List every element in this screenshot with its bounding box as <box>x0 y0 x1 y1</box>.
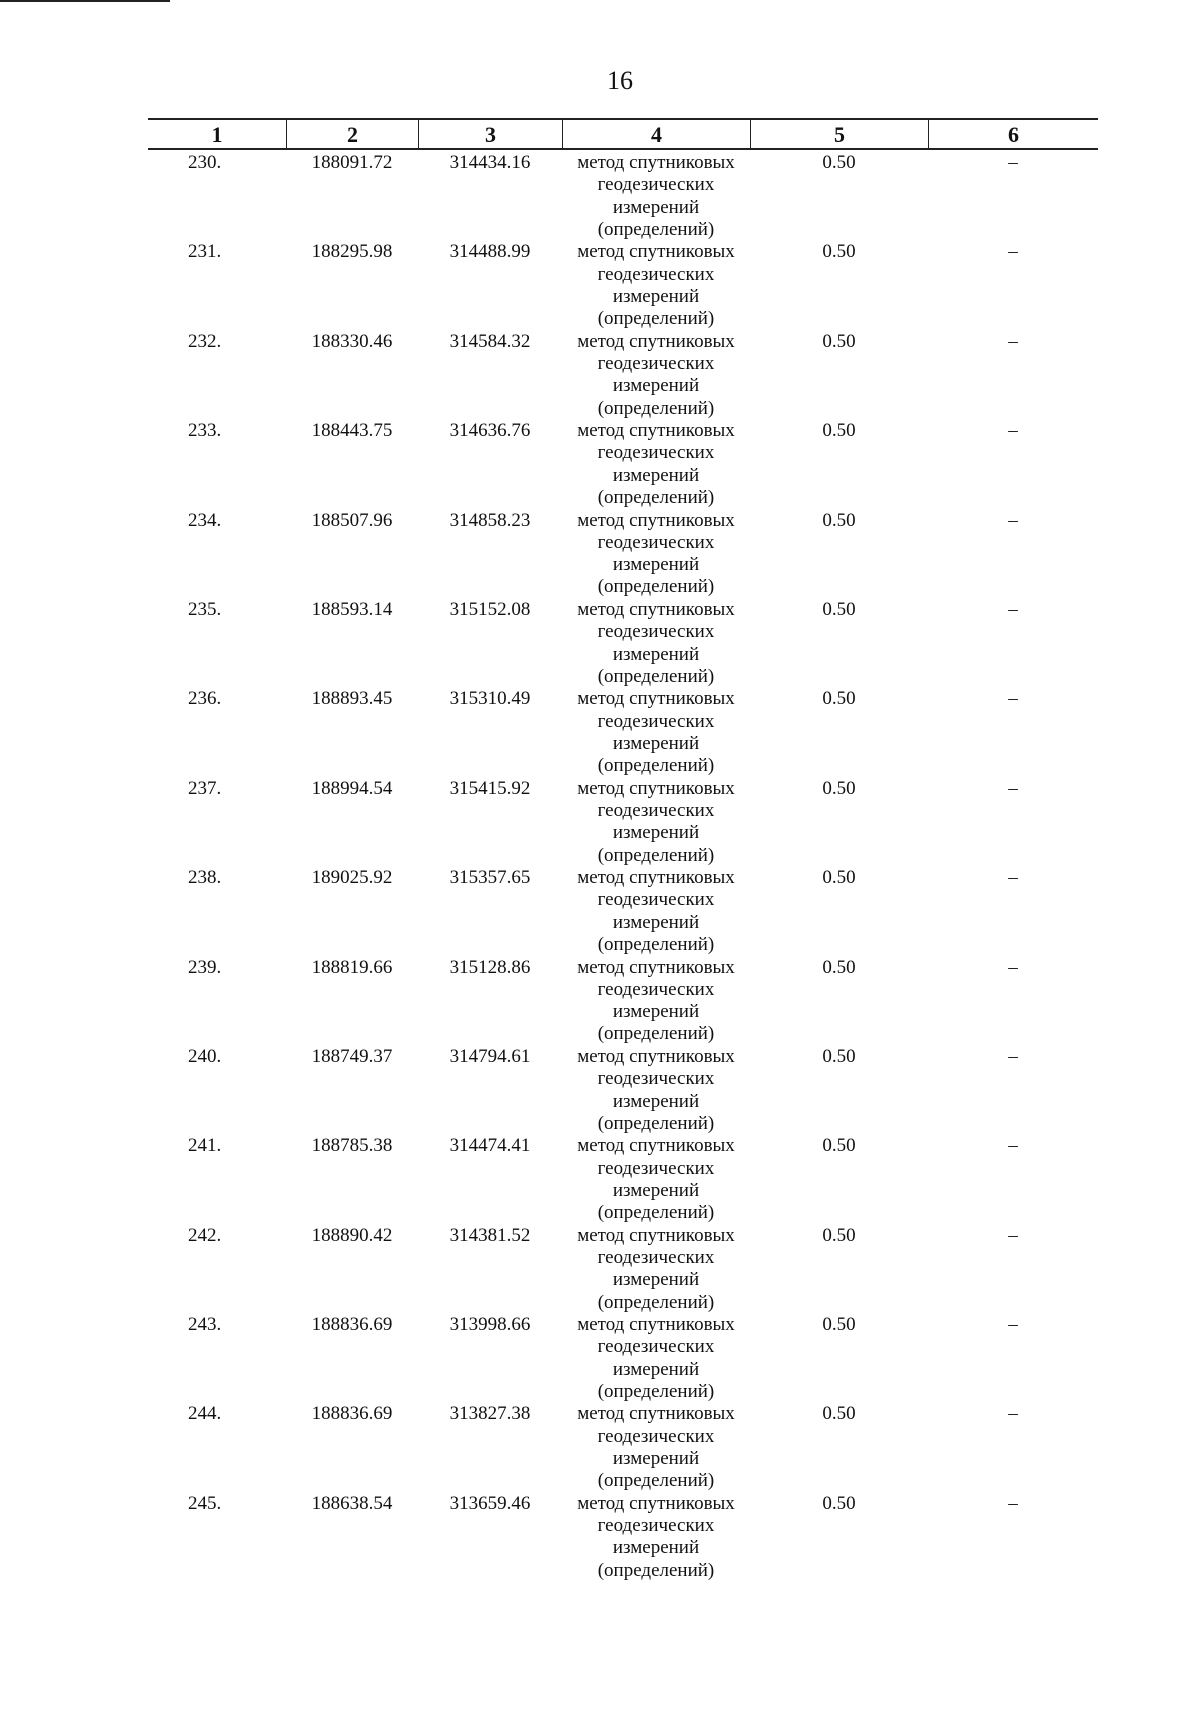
top-edge-rule <box>0 0 170 2</box>
coordinate-y: 313998.66 <box>449 1314 531 1336</box>
method-line: измерений <box>612 1537 700 1559</box>
method-line: (определений) <box>597 1291 715 1313</box>
measurement-method <box>562 241 750 330</box>
table-row <box>148 776 1098 865</box>
method-line: измерений <box>612 554 700 576</box>
note-dash: – <box>1008 420 1018 442</box>
point-number: 245. <box>188 1492 222 1514</box>
method-line: метод спутниковых <box>577 956 735 978</box>
coordinate-x: 188443.75 <box>311 420 393 442</box>
note-dash: – <box>1008 1224 1018 1246</box>
method-line: (определений) <box>597 755 715 777</box>
coordinate-y: 314474.41 <box>449 1135 531 1157</box>
note-dash: – <box>1008 867 1018 889</box>
point-number: 233. <box>188 420 222 442</box>
method-line: геодезических <box>597 263 715 285</box>
table-row <box>148 1401 1098 1490</box>
point-number: 243. <box>188 1314 222 1336</box>
method-line: метод спутниковых <box>577 1314 735 1336</box>
method-line: геодезических <box>597 889 715 911</box>
method-line: измерений <box>612 1001 700 1023</box>
point-number: 231. <box>188 241 222 263</box>
coordinate-y: 314381.52 <box>449 1224 531 1246</box>
method-line: геодезических <box>597 1515 715 1537</box>
method-line: метод спутниковых <box>577 152 735 173</box>
method-line: измерений <box>612 1358 700 1380</box>
method-line: геодезических <box>597 442 715 464</box>
method-line: геодезических <box>597 1425 715 1447</box>
coordinate-x: 188785.38 <box>311 1135 393 1157</box>
coordinate-x: 188836.69 <box>311 1314 393 1336</box>
measurement-method <box>562 778 750 867</box>
accuracy-value: 0.50 <box>822 509 856 531</box>
method-line: измерений <box>612 375 700 397</box>
measurement-method <box>562 1046 750 1135</box>
accuracy-value: 0.50 <box>822 1045 856 1067</box>
method-line: (определений) <box>597 397 715 419</box>
method-line: геодезических <box>597 353 715 375</box>
coordinate-x: 188893.45 <box>311 688 393 710</box>
table-row <box>148 1491 1098 1580</box>
accuracy-value: 0.50 <box>822 330 856 352</box>
method-line: (определений) <box>597 1202 715 1224</box>
accuracy-value: 0.50 <box>822 1492 856 1514</box>
measurement-method <box>562 1225 750 1314</box>
method-line: измерений <box>612 643 700 665</box>
method-line: измерений <box>612 285 700 307</box>
note-dash: – <box>1008 956 1018 978</box>
point-number: 235. <box>188 598 222 620</box>
method-line: измерений <box>612 911 700 933</box>
measurement-method <box>562 1403 750 1492</box>
table-row <box>148 1133 1098 1222</box>
method-line: метод спутниковых <box>577 241 735 263</box>
measurement-method <box>562 867 750 956</box>
table-row <box>148 865 1098 954</box>
measurement-method <box>562 1135 750 1224</box>
coordinate-y: 313827.38 <box>449 1403 531 1425</box>
table-row <box>148 418 1098 507</box>
method-line: геодезических <box>597 800 715 822</box>
note-dash: – <box>1008 688 1018 710</box>
coordinate-y: 315415.92 <box>449 777 531 799</box>
header-col-6: 6 <box>928 120 1098 148</box>
method-line: (определений) <box>597 934 715 956</box>
coordinate-x: 189025.92 <box>311 867 393 889</box>
coordinate-y: 314434.16 <box>449 152 531 173</box>
method-line: метод спутниковых <box>577 509 735 531</box>
method-line: метод спутниковых <box>577 1403 735 1425</box>
page-number: 16 <box>607 66 633 95</box>
measurement-method <box>562 688 750 777</box>
table-row <box>148 239 1098 328</box>
accuracy-value: 0.50 <box>822 1135 856 1157</box>
method-line: измерений <box>612 464 700 486</box>
table-row <box>148 150 1098 239</box>
coordinate-y: 314584.32 <box>449 330 531 352</box>
coordinate-x: 188836.69 <box>311 1403 393 1425</box>
note-dash: – <box>1008 598 1018 620</box>
table-row <box>148 1312 1098 1401</box>
header-col-1: 1 <box>211 122 223 147</box>
point-number: 232. <box>188 330 222 352</box>
header-col-3: 3 <box>418 120 562 148</box>
coordinate-x: 188593.14 <box>311 598 393 620</box>
note-dash: – <box>1008 1135 1018 1157</box>
point-number: 241. <box>188 1135 222 1157</box>
method-line: метод спутниковых <box>577 598 735 620</box>
coordinate-x: 188994.54 <box>311 777 393 799</box>
method-line: геодезических <box>597 710 715 732</box>
method-line: геодезических <box>597 1336 715 1358</box>
method-line: измерений <box>612 1090 700 1112</box>
method-line: геодезических <box>597 531 715 553</box>
table-row <box>148 597 1098 686</box>
method-line: геодезических <box>597 621 715 643</box>
table-row <box>148 686 1098 775</box>
table-row <box>148 1044 1098 1133</box>
coordinate-y: 313659.46 <box>449 1492 531 1514</box>
accuracy-value: 0.50 <box>822 420 856 442</box>
coordinate-x: 188295.98 <box>311 241 393 263</box>
note-dash: – <box>1008 1045 1018 1067</box>
method-line: измерений <box>612 732 700 754</box>
method-line: (определений) <box>597 665 715 687</box>
note-dash: – <box>1008 777 1018 799</box>
note-dash: – <box>1008 1492 1018 1514</box>
measurement-method <box>562 599 750 688</box>
measurement-method <box>562 957 750 1046</box>
coordinate-y: 314488.99 <box>449 241 531 263</box>
coordinate-y: 315128.86 <box>449 956 531 978</box>
accuracy-value: 0.50 <box>822 1314 856 1336</box>
method-line: метод спутниковых <box>577 867 735 889</box>
method-line: метод спутниковых <box>577 1135 735 1157</box>
method-line: метод спутниковых <box>577 777 735 799</box>
note-dash: – <box>1008 330 1018 352</box>
method-line: геодезических <box>597 1157 715 1179</box>
coordinate-x: 188890.42 <box>311 1224 393 1246</box>
coordinates-table <box>148 118 1098 1580</box>
table-row <box>148 955 1098 1044</box>
measurement-method <box>562 1493 750 1582</box>
coordinate-x: 188749.37 <box>311 1045 393 1067</box>
point-number: 238. <box>188 867 222 889</box>
coordinate-y: 315152.08 <box>449 598 531 620</box>
method-line: геодезических <box>597 1068 715 1090</box>
method-line: (определений) <box>597 576 715 598</box>
coordinate-x: 188819.66 <box>311 956 393 978</box>
measurement-method <box>562 1314 750 1403</box>
coordinate-x: 188507.96 <box>311 509 393 531</box>
method-line: метод спутниковых <box>577 1045 735 1067</box>
coordinate-x: 188330.46 <box>311 330 393 352</box>
accuracy-value: 0.50 <box>822 1403 856 1425</box>
note-dash: – <box>1008 509 1018 531</box>
table-row <box>148 329 1098 418</box>
header-col-2: 2 <box>286 120 418 148</box>
table-row <box>148 508 1098 597</box>
coordinate-y: 314858.23 <box>449 509 531 531</box>
point-number: 239. <box>188 956 222 978</box>
point-number: 240. <box>188 1045 222 1067</box>
method-line: метод спутниковых <box>577 420 735 442</box>
coordinate-y: 314636.76 <box>449 420 531 442</box>
method-line: измерений <box>612 196 700 218</box>
method-line: измерений <box>612 1448 700 1470</box>
header-col-4: 4 <box>562 120 750 148</box>
coordinate-y: 314794.61 <box>449 1045 531 1067</box>
accuracy-value: 0.50 <box>822 867 856 889</box>
method-line: (определений) <box>597 308 715 330</box>
measurement-method <box>562 420 750 509</box>
note-dash: – <box>1008 1314 1018 1336</box>
accuracy-value: 0.50 <box>822 598 856 620</box>
method-line: (определений) <box>597 1023 715 1045</box>
method-line: метод спутниковых <box>577 1492 735 1514</box>
point-number: 230. <box>188 152 222 173</box>
note-dash: – <box>1008 1403 1018 1425</box>
method-line: (определений) <box>597 1559 715 1581</box>
measurement-method <box>562 331 750 420</box>
measurement-method <box>562 510 750 599</box>
method-line: метод спутниковых <box>577 330 735 352</box>
note-dash: – <box>1008 152 1018 173</box>
table-header-row <box>148 118 1098 150</box>
method-line: (определений) <box>597 844 715 866</box>
method-line: геодезических <box>597 978 715 1000</box>
coordinate-y: 315357.65 <box>449 867 531 889</box>
point-number: 236. <box>188 688 222 710</box>
accuracy-value: 0.50 <box>822 956 856 978</box>
table-row <box>148 1223 1098 1312</box>
table-body <box>148 150 1098 1580</box>
point-number: 234. <box>188 509 222 531</box>
point-number: 242. <box>188 1224 222 1246</box>
method-line: измерений <box>612 822 700 844</box>
note-dash: – <box>1008 241 1018 263</box>
measurement-method <box>562 152 750 241</box>
method-line: метод спутниковых <box>577 1224 735 1246</box>
coordinate-x: 188638.54 <box>311 1492 393 1514</box>
accuracy-value: 0.50 <box>822 688 856 710</box>
accuracy-value: 0.50 <box>822 777 856 799</box>
coordinate-x: 188091.72 <box>311 152 393 173</box>
method-line: (определений) <box>597 1470 715 1492</box>
method-line: (определений) <box>597 1112 715 1134</box>
point-number: 237. <box>188 777 222 799</box>
header-col-5: 5 <box>750 120 928 148</box>
method-line: (определений) <box>597 1380 715 1402</box>
point-number: 244. <box>188 1403 222 1425</box>
method-line: (определений) <box>597 218 715 240</box>
method-line: измерений <box>612 1179 700 1201</box>
method-line: измерений <box>612 1269 700 1291</box>
accuracy-value: 0.50 <box>822 241 856 263</box>
accuracy-value: 0.50 <box>822 1224 856 1246</box>
method-line: геодезических <box>597 174 715 196</box>
accuracy-value: 0.50 <box>822 152 856 173</box>
method-line: (определений) <box>597 487 715 509</box>
coordinate-y: 315310.49 <box>449 688 531 710</box>
method-line: метод спутниковых <box>577 688 735 710</box>
method-line: геодезических <box>597 1246 715 1268</box>
